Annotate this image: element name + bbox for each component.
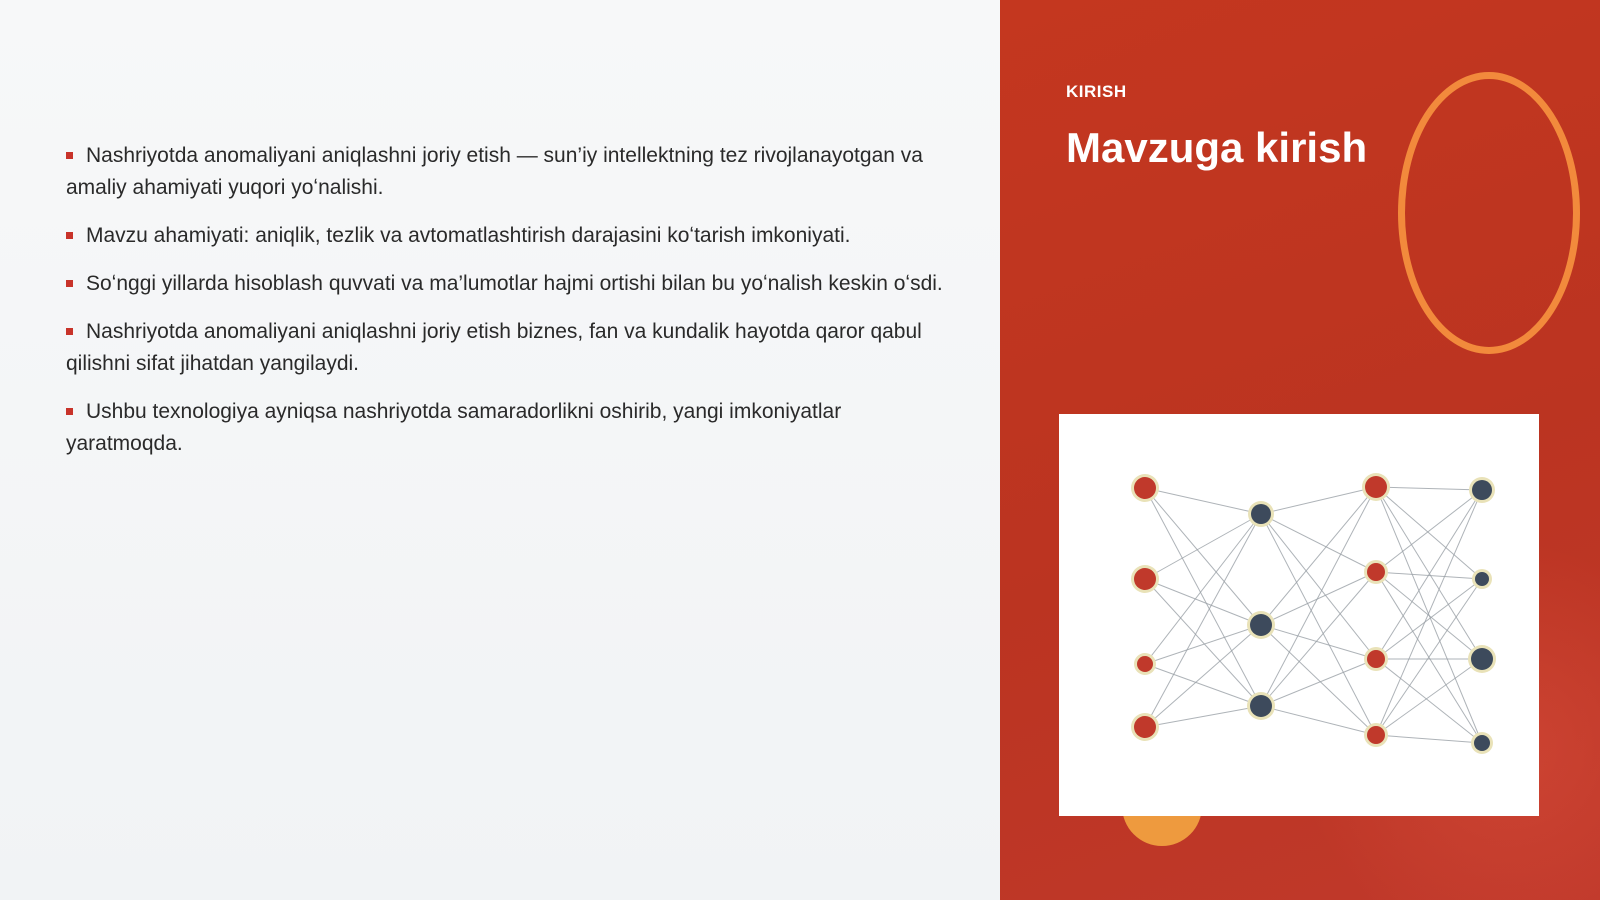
network-connection [1145, 625, 1261, 664]
network-connection [1261, 514, 1376, 735]
network-node [1474, 735, 1490, 751]
network-connection [1145, 488, 1261, 625]
bullet-text: Ushbu texnologiya ayniqsa nashriyotda samaradorlikni oshirib, yangi imkoniyatlar yaratmoqda. [66, 400, 842, 455]
bullet-square-icon [66, 408, 73, 415]
bullet-text: Nashriyotda anomaliyani aniqlashni joriy etish biznes, fan va kundalik hayotda qaror qabul qilishni sifat jihatdan yangilaydi. [66, 320, 922, 375]
network-connection [1376, 487, 1482, 579]
bullet-item [66, 396, 946, 460]
network-connection [1145, 706, 1261, 727]
bullet-list [66, 140, 946, 460]
bullet-item [66, 140, 946, 204]
bullet-square-icon [66, 232, 73, 239]
bullet-text: Mavzu ahamiyati: aniqlik, tezlik va avtomatlashtirish darajasini koʻtarish imkoniyati. [86, 224, 851, 247]
network-connection [1261, 487, 1376, 706]
title-panel [1000, 0, 1600, 900]
content-area [66, 140, 946, 476]
network-node [1250, 614, 1272, 636]
network-connection [1261, 487, 1376, 514]
network-connection [1376, 490, 1482, 735]
network-node [1137, 656, 1153, 672]
slide-title: Mavzuga kirish [1066, 124, 1368, 171]
network-node [1134, 568, 1156, 590]
network-node [1367, 563, 1385, 581]
network-node [1134, 716, 1156, 738]
network-connection [1145, 514, 1261, 664]
network-connection [1261, 659, 1376, 706]
network-connection [1261, 514, 1376, 572]
network-node [1134, 477, 1156, 499]
network-connection [1261, 572, 1376, 625]
network-connection [1145, 488, 1261, 514]
bullet-text: Soʻnggi yillarda hisoblash quvvati va ma’lumotlar hajmi ortishi bilan bu yoʻnalish keskin oʻsdi. [86, 272, 943, 295]
bullet-square-icon [66, 280, 73, 287]
network-connection [1145, 488, 1261, 706]
network-connection [1376, 487, 1482, 490]
network-node [1365, 476, 1387, 498]
network-connection [1376, 572, 1482, 659]
network-connection [1261, 572, 1376, 706]
network-connection [1145, 625, 1261, 727]
bullet-square-icon [66, 152, 73, 159]
network-connection [1261, 706, 1376, 735]
network-node [1472, 480, 1492, 500]
network-connection [1145, 664, 1261, 706]
bullet-item [66, 268, 946, 300]
network-connection [1376, 659, 1482, 743]
network-connection [1145, 579, 1261, 625]
network-node [1250, 695, 1272, 717]
neural-network-icon [1059, 414, 1539, 816]
network-connection [1261, 514, 1376, 659]
network-connection [1376, 579, 1482, 659]
network-node [1471, 648, 1493, 670]
bullet-text: Nashriyotda anomaliyani aniqlashni joriy etish — sun’iy intellektning tez rivojlanayotgan va amaliy ahamiyati yuqori yoʻnalishi. [66, 144, 923, 199]
network-connection [1376, 579, 1482, 735]
bullet-item [66, 316, 946, 380]
network-node [1475, 572, 1489, 586]
network-connection [1261, 487, 1376, 625]
network-node [1367, 650, 1385, 668]
network-connection [1376, 490, 1482, 572]
section-eyebrow: KIRISH [1066, 82, 1127, 101]
illustration-card [1059, 414, 1539, 816]
ring-decoration-icon [1398, 72, 1580, 354]
bullet-square-icon [66, 328, 73, 335]
network-node [1367, 726, 1385, 744]
network-connection [1376, 735, 1482, 743]
bullet-item [66, 220, 946, 252]
network-node [1251, 504, 1271, 524]
